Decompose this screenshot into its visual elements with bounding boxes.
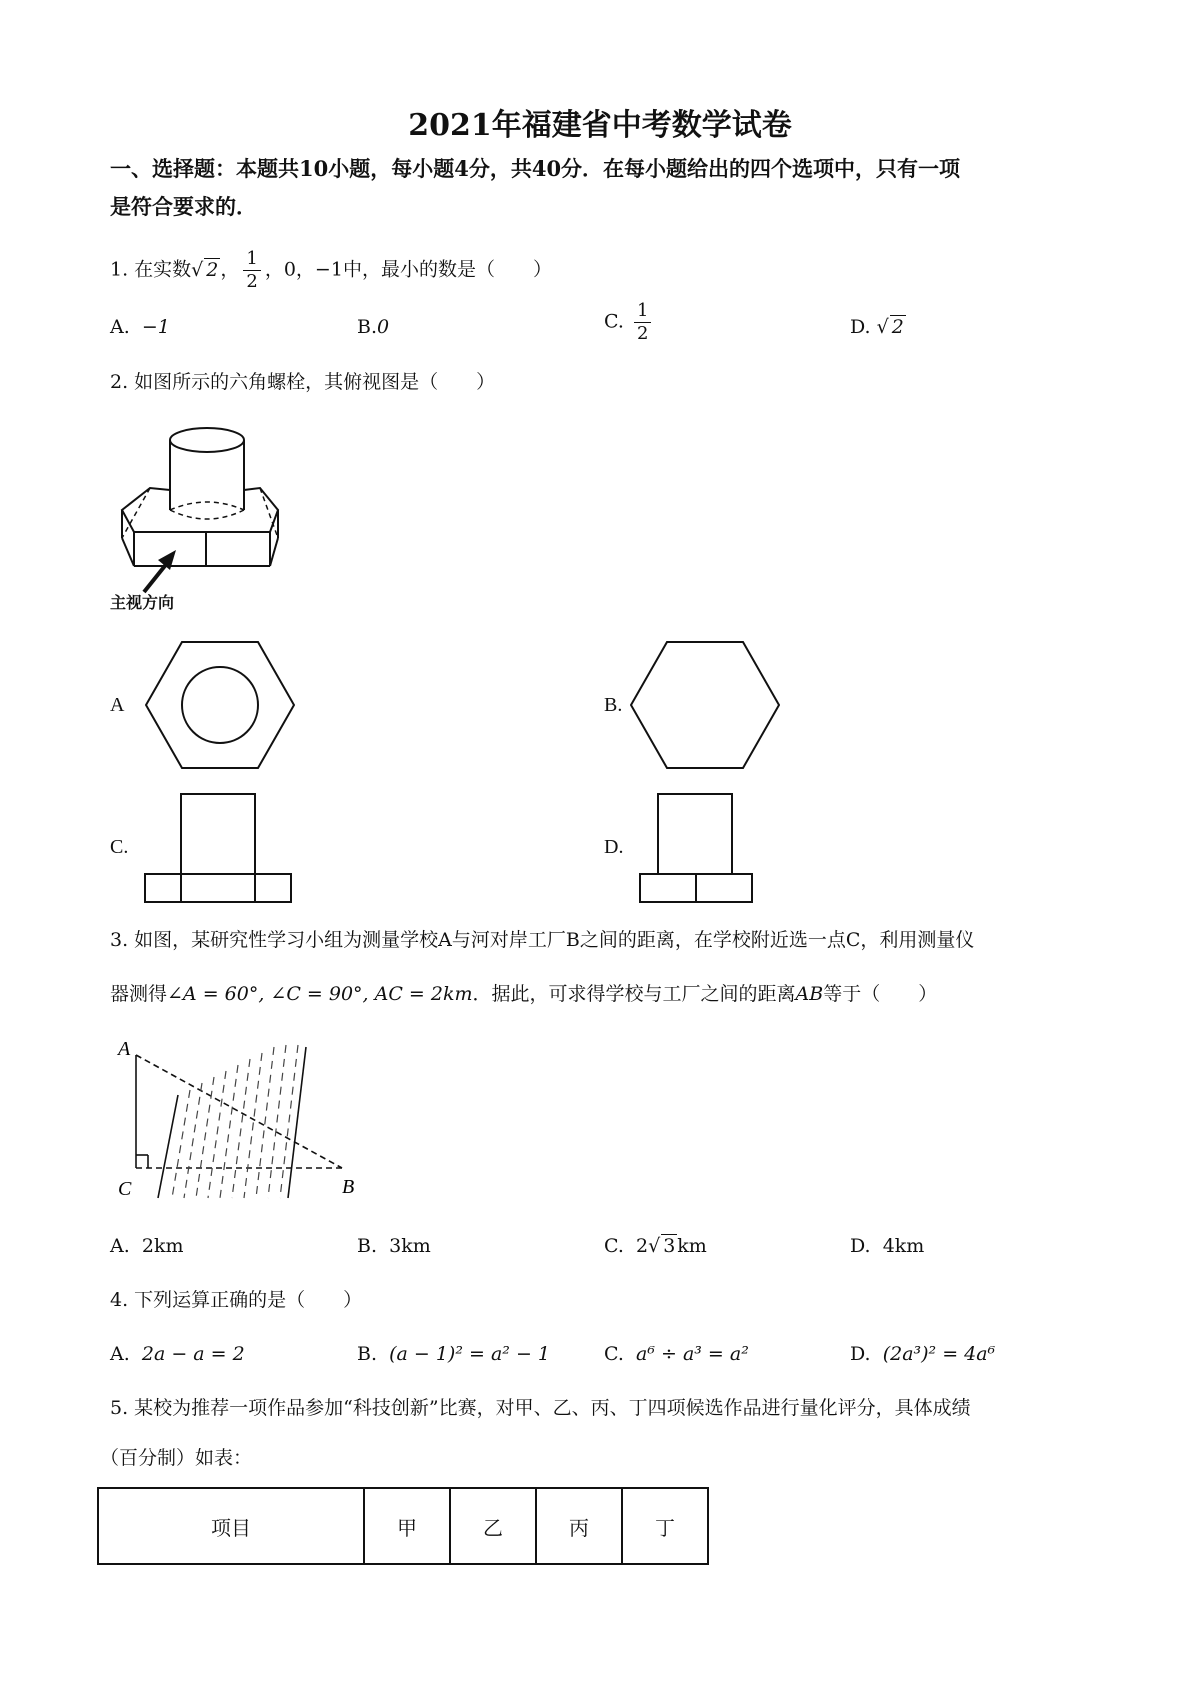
option-label: B. (357, 1343, 378, 1365)
score-table (97, 1487, 709, 1565)
question-4-option-b[interactable] (357, 1340, 550, 1368)
question-3-text: 等于（ ） (823, 983, 938, 1005)
question-3-text: 器测得 (110, 983, 168, 1005)
option-label: C. (604, 310, 624, 333)
fraction-one-half: $\frac{1}{2}$ (634, 300, 651, 345)
question-3-line-2 (110, 980, 937, 1008)
point-a-label: A (118, 1038, 131, 1060)
front-view-two-sections-option[interactable] (638, 792, 754, 904)
question-1-option-d[interactable] (850, 313, 906, 341)
table-header-jia: 甲 (364, 1488, 450, 1564)
option-label: D. (850, 1235, 871, 1257)
option-text: −1 (141, 316, 170, 338)
question-4-stem: 4. 下列运算正确的是（ ） (110, 1289, 363, 1311)
question-2-option-a-label[interactable]: A (110, 694, 125, 716)
option-text: (a − 1)² = a² − 1 (389, 1343, 550, 1365)
option-text: 2a − a = 2 (141, 1343, 245, 1365)
hexagon-with-circle-option[interactable] (145, 640, 295, 770)
question-3-text: ．据此，可求得学校与工厂之间的距离 (472, 983, 796, 1005)
question-3-line-1: 3. 如图，某研究性学习小组为测量学校A与河对岸工厂B之间的距离，在学校附近选一点C，利用测量仪 (110, 929, 975, 951)
option-label: B. (357, 316, 378, 338)
point-b-label: B (342, 1176, 355, 1198)
option-label: A. (110, 316, 130, 338)
question-2-stem: 2. 如图所示的六角螺栓，其俯视图是（ ） (110, 371, 496, 393)
question-4-option-c[interactable] (604, 1340, 749, 1368)
option-label: A. (110, 1343, 130, 1365)
unit: km (677, 1235, 707, 1257)
page-title: 2021年福建省中考数学试卷 (408, 108, 792, 143)
given-measurements: ∠A = 60°, ∠C = 90°, AC = 2km (167, 983, 473, 1005)
sqrt-2-term: √ 2 (876, 316, 904, 338)
section-heading (110, 150, 1100, 226)
option-text: (2a³)² = 4a⁶ (882, 1343, 996, 1365)
option-text: 0 (377, 316, 390, 338)
question-2-option-d-label[interactable]: D. (604, 836, 624, 858)
table-header-yi: 乙 (450, 1488, 536, 1564)
point-c-label: C (118, 1178, 132, 1200)
coefficient: 2 (636, 1235, 649, 1257)
table-header-item: 项目 (98, 1488, 364, 1564)
segment-ab: AB (795, 983, 824, 1005)
fraction-one-half: $\frac{1}{2}$ (243, 248, 260, 293)
table-header-ding: 丁 (622, 1488, 708, 1564)
question-5-line-1: 5. 某校为推荐一项作品参加“科技创新”比赛，对甲、乙、丙、丁四项候选作品进行量化评分，具体成绩 (110, 1397, 971, 1419)
question-1-suffix: ，0，−1中，最小的数是（ ） (264, 258, 552, 281)
question-1-option-c[interactable] (604, 300, 655, 345)
option-label: C. (604, 1343, 624, 1365)
question-5-line-2: （百分制）如表： (100, 1447, 253, 1469)
option-text: 4km (882, 1235, 925, 1257)
option-label: D. (850, 316, 871, 338)
front-view-three-sections-option[interactable] (143, 792, 293, 904)
option-label: B. (357, 1235, 378, 1257)
question-1-stem (110, 248, 552, 293)
question-4-option-d[interactable] (850, 1340, 995, 1368)
option-label: A. (110, 1235, 130, 1257)
hexagon-option[interactable] (630, 640, 780, 770)
question-1-option-a[interactable] (110, 313, 170, 341)
question-3-option-c[interactable] (604, 1232, 707, 1260)
question-1-prefix: 1. 在实数 (110, 258, 192, 281)
question-2-option-c-label[interactable]: C. (110, 836, 129, 858)
option-label: C. (604, 1235, 624, 1257)
option-label: D. (850, 1343, 871, 1365)
section-heading-line-2: 是符合要求的． (110, 194, 257, 219)
option-text: a⁶ ÷ a³ = a² (636, 1343, 749, 1365)
question-1-separator: ， (220, 258, 240, 281)
table-header-bing: 丙 (536, 1488, 622, 1564)
sqrt-2-term: √ 2 (191, 258, 219, 281)
section-heading-line-1: 一、选择题：本题共10小题，每小题4分，共40分．在每小题给出的四个选项中，只有一项 (110, 156, 961, 181)
figure-caption: 主视方向 (110, 593, 175, 612)
option-text: 3km (389, 1235, 431, 1257)
river-triangle-figure (110, 1035, 360, 1200)
question-3-option-d[interactable] (850, 1232, 924, 1260)
sqrt-3-term: √ 3 (648, 1235, 676, 1257)
question-3-option-b[interactable] (357, 1232, 431, 1260)
question-4-option-a[interactable] (110, 1340, 245, 1368)
question-1-option-b[interactable] (357, 313, 389, 341)
table-header-row (98, 1488, 708, 1564)
option-text: 2km (141, 1235, 184, 1257)
question-3-option-a[interactable] (110, 1232, 183, 1260)
question-2-option-b-label[interactable]: B. (604, 694, 623, 716)
